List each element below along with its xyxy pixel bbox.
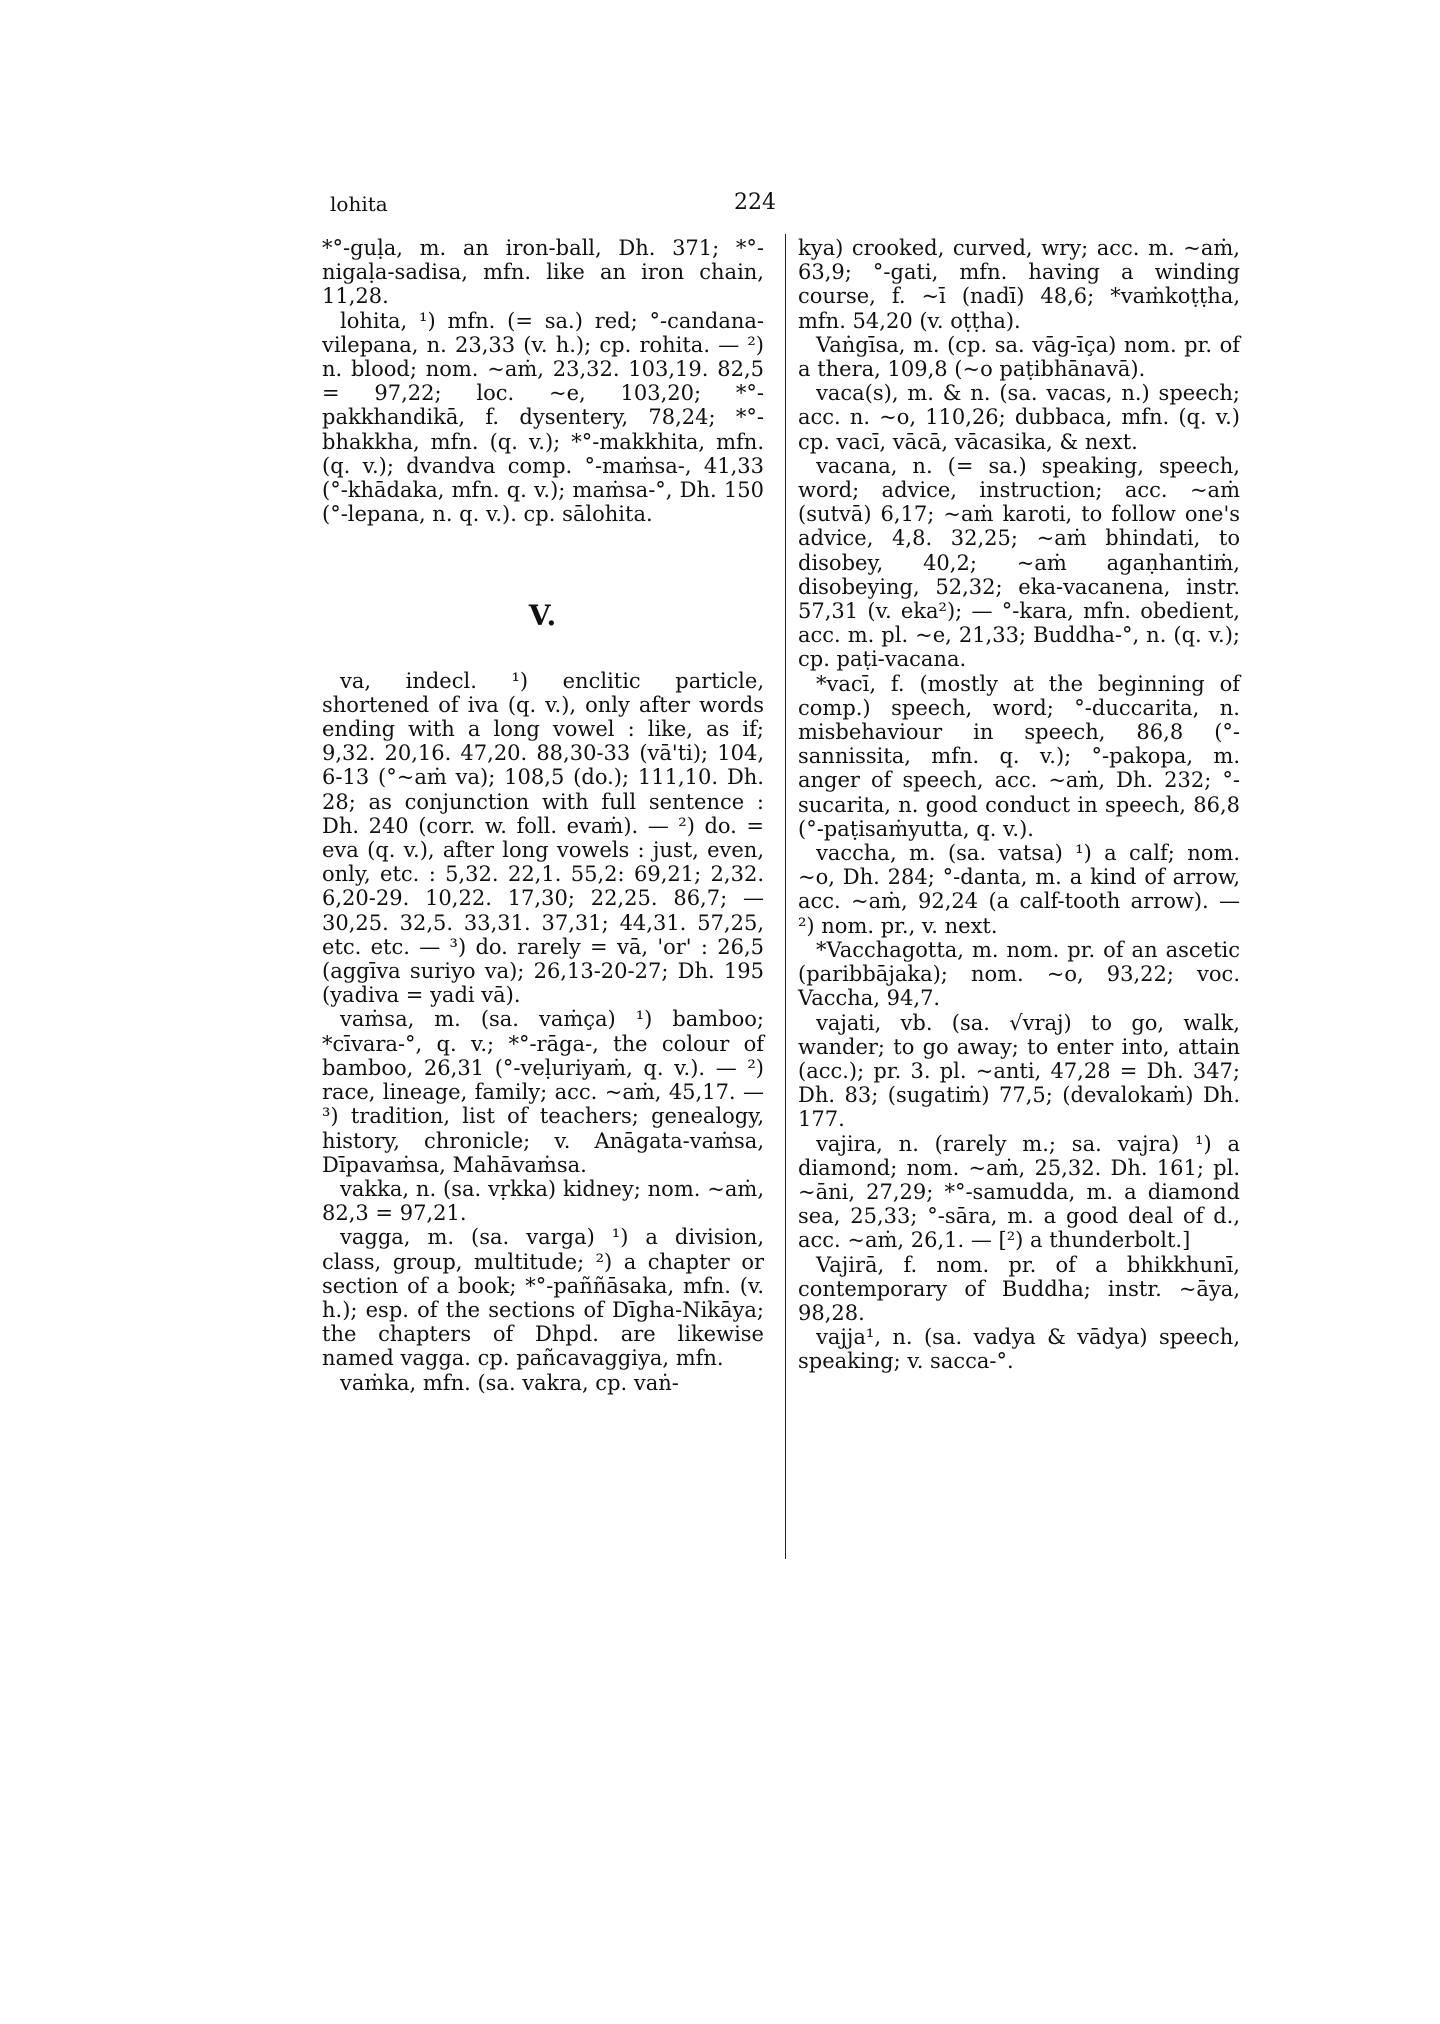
entry-paragraph: *vacī, f. (mostly at the beginning of comp.) speech, word; °-duccarita, n. misbehaviour in speech, 86,8 (°-sannissita, mfn. q. v.); °-pakopa, m. anger of speech, acc. ~aṁ, Dh. 232; °-sucarita, n. good conduct in speech, 86,8 (°-paṭisaṁyutta, q. v.). (798, 671, 1240, 841)
entry-paragraph: vajja¹, n. (sa. vadya & vādya) speech, speaking; v. sacca-°. (798, 1325, 1240, 1374)
left-column (322, 236, 764, 1395)
entry-paragraph: vagga, m. (sa. varga) ¹) a division, class, group, multitude; ²) a chapter or section of a book; *°-paññāsaka, mfn. (v. h.); esp. of the sections of Dīgha-Nikāya; the chapters of Dhpd. are likewise named vagga. cp. pañcavaggiya, mfn. (322, 1225, 764, 1371)
column-divider (785, 234, 786, 1559)
entry-paragraph: va, indecl. ¹) enclitic particle, shortened of iva (q. v.), only after words ending with a long vowel : like, as if; 9,32. 20,16. 47,20. 88,30-33 (vā'ti); 104, 6-13 (°~aṁ va); 108,5 (do.); 111,10. Dh. 28; as conjunction with full sentence : Dh. 240 (corr. w. foll. evaṁ). — ²) do. = eva (q. v.), after long vowels : just, even, only, etc. : 5,32. 22,1. 55,2: 69,21; 2,32. 6,20-29. 10,22. 17,30; 22,25. 86,7; — 30,25. 32,5. 33,31. 37,31; 44,31. 57,25, etc. etc. — ³) do. rarely = vā, 'or' : 26,5 (aggīva suriyo va); 26,13-20-27; Dh. 195 (yadiva = yadi vā). (322, 668, 764, 1008)
entry-paragraph: vacana, n. (= sa.) speaking, speech, word; advice, instruction; acc. ~aṁ (sutvā) 6,17; ~aṁ karoti, to follow one's advice, 4,8. 32,25; ~aṁ bhindati, to disobey, 40,2; ~aṁ agaṇhantiṁ, disobeying, 52,32; eka-vacanena, instr. 57,31 (v. eka²); — °-kara, mfn. obedient, acc. m. pl. ~e, 21,33; Buddha-°, n. (q. v.); cp. paṭi-vacana. (798, 453, 1240, 672)
running-head (330, 192, 1110, 220)
entry-paragraph: lohita, ¹) mfn. (= sa.) red; °-candana-vilepana, n. 23,33 (v. h.); cp. rohita. — ²) n. blood; nom. ~aṁ, 23,32. 103,19. 82,5 = 97,22; loc. ~e, 103,20; *°-pakkhandikā, f. dysentery, 78,24; *°-bhakkha, mfn. (q. v.); *°-makkhita, mfn. (q. v.); dvandva comp. °-maṁsa-, 41,33 (°-khādaka, mfn. q. v.); maṁsa-°, Dh. 150 (°-lepana, n. q. v.). cp. sālohita. (322, 308, 764, 527)
entry-paragraph: Vaṅgīsa, m. (cp. sa. vāg-īça) nom. pr. of a thera, 109,8 (~o paṭibhānavā). (798, 332, 1240, 382)
running-head-word: lohita (330, 192, 388, 216)
entry-paragraph: vaccha, m. (sa. vatsa) ¹) a calf; nom. ~o, Dh. 284; °-danta, m. a kind of arrow, acc. ~aṁ, 92,24 (a calf-tooth arrow). — ²) nom. pr., v. next. (798, 841, 1240, 938)
entry-paragraph: vaca(s), m. & n. (sa. vacas, n.) speech; acc. n. ~o, 110,26; dubbaca, mfn. (q. v.) cp. vacī, vācā, vācasika, & next. (798, 381, 1240, 454)
section-letter-heading: V. (528, 599, 558, 633)
entry-paragraph: vakka, n. (sa. vṛkka) kidney; nom. ~aṁ, 82,3 = 97,21. (322, 1176, 764, 1226)
entry-paragraph: kya) crooked, curved, wry; acc. m. ~aṁ, 63,9; °-gati, mfn. having a winding course, f. ~ī (nadī) 48,6; *vaṁkoṭṭha, mfn. 54,20 (v. oṭṭha). (798, 236, 1240, 333)
entry-paragraph: vaṁka, mfn. (sa. vakra, cp. vaṅ- (340, 1370, 679, 1395)
entry-paragraph: Vajirā, f. nom. pr. of a bhikkhunī, contemporary of Buddha; instr. ~āya, 98,28. (798, 1252, 1240, 1325)
entry-paragraph: *°-guḷa, m. an iron-ball, Dh. 371; *°-nigaḷa-sadisa, mfn. like an iron chain, 11,28. (322, 236, 764, 309)
page-number: 224 (734, 190, 776, 215)
entry-paragraph: vajira, n. (rarely m.; sa. vajra) ¹) a diamond; nom. ~aṁ, 25,32. Dh. 161; pl. ~āni, 27,29; *°-samudda, m. a diamond sea, 25,33; °-sāra, m. a good deal of d., acc. ~aṁ, 26,1. — [²) a thunderbolt.] (798, 1131, 1240, 1253)
entry-paragraph: vaṁsa, m. (sa. vaṁça) ¹) bamboo; *cīvara-°, q. v.; *°-rāga-, the colour of bamboo, 26,31 (°-veḷuriyaṁ, q. v.). — ²) race, lineage, family; acc. ~aṁ, 45,17. — ³) tradition, list of teachers; genealogy, history, chronicle; v. Anāgata-vaṁsa, Dīpavaṁsa, Mahāvaṁsa. (322, 1007, 764, 1177)
entry-paragraph: vajati, vb. (sa. √vraj) to go, walk, wander; to go away; to enter into, attain (acc.); pr. 3. pl. ~anti, 47,28 = Dh. 347; Dh. 83; (sugatiṁ) 77,5; (devalokaṁ) Dh. 177. (798, 1010, 1240, 1132)
entry-paragraph: *Vacchagotta, m. nom. pr. of an ascetic (paribbājaka); nom. ~o, 93,22; voc. Vaccha, 94,7. (798, 937, 1240, 1011)
right-column (798, 236, 1240, 1374)
